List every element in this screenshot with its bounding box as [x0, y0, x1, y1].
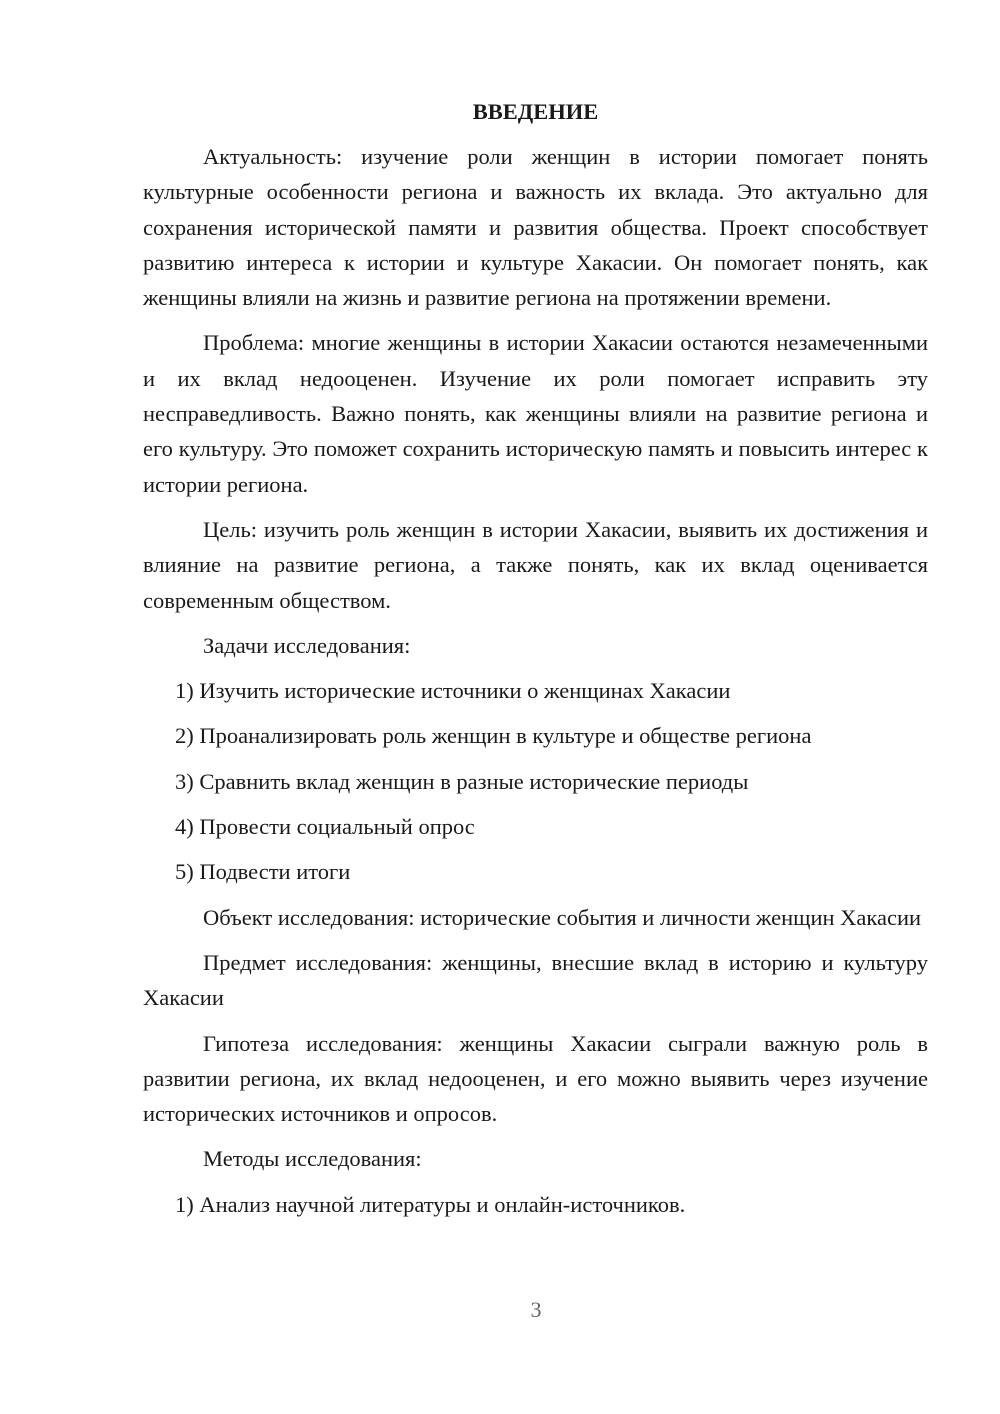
subject-paragraph: Предмет исследования: женщины, внесшие вклад в историю и культуру Хакасии: [143, 949, 928, 1011]
object-paragraph: Объект исследования: исторические события и личности женщин Хакасии: [203, 904, 922, 930]
task-item: 4) Провести социальный опрос: [175, 814, 475, 840]
task-item: 5) Подвести итоги: [175, 859, 351, 885]
method-item: 1) Анализ научной литературы и онлайн-источников.: [175, 1191, 686, 1217]
task-item: 1) Изучить исторические источники о женщинах Хакасии: [175, 678, 731, 704]
page-number: 3: [530, 1297, 542, 1322]
page-content: [143, 96, 928, 1232]
problem-paragraph: Проблема: многие женщины в истории Хакасии остаются незамеченными и их вклад недооценен. Изучение их роли помогает исправить эту несправедливость. Важно понять, как женщины влияли на развитие региона и его культуру. Это поможет сохранить историческую память и повысить интерес к истории региона.: [143, 330, 928, 497]
hypothesis-paragraph: Гипотеза исследования: женщины Хакасии сыграли важную роль в развитии региона, их вклад недооценен, и его можно выявить через изучение исторических источников и опросов.: [143, 1030, 928, 1127]
section-title: ВВЕДЕНИЕ: [472, 99, 599, 124]
task-item: 2) Проанализировать роль женщин в культуре и обществе региона: [175, 723, 812, 749]
goal-paragraph: Цель: изучить роль женщин в истории Хакасии, выявить их достижения и влияние на развитие региона, а также понять, как их вклад оценивается современным обществом.: [143, 516, 928, 613]
methods-heading: Методы исследования:: [203, 1146, 422, 1172]
relevance-paragraph: Актуальность: изучение роли женщин в истории помогает понять культурные особенности региона и важность их вклада. Это актуально для сохранения исторической памяти и развития общества. Проект способствует развитию интереса к истории и культуре Хакасии. Он помогает понять, как женщины влияли на жизнь и развитие региона на протяжении времени.: [143, 144, 928, 311]
tasks-heading: Задачи исследования:: [203, 632, 411, 658]
task-item: 3) Сравнить вклад женщин в разные исторические периоды: [175, 768, 749, 794]
